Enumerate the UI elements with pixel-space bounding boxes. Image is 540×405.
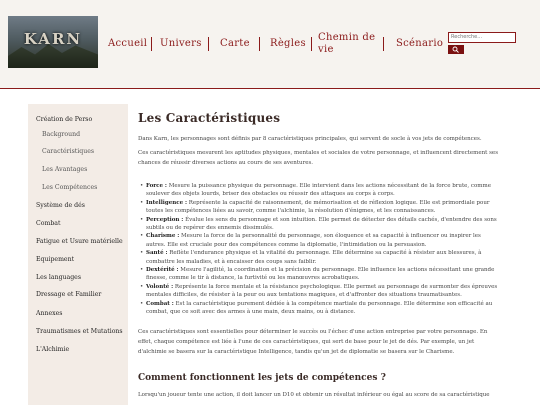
sidebar-item-les-languages[interactable]: Les languages — [36, 274, 81, 281]
intro-paragraph: Dans Karn, les personnages sont définis par 8 caractéristiques principales, qui servent de socle à vos jets de compétences. — [138, 136, 482, 142]
sidebar-item-traumatismes[interactable]: Traumatismes et Mutations — [36, 328, 123, 335]
stat-desc: Mesure l'agilité, la coordination et la précision du personnage. Elle influence les actions nécessitant une grande finesse, comme le tir à distance, la furtivité ou les manœuvres acrobatiques. — [146, 267, 495, 282]
sidebar-item-background[interactable]: Background — [42, 131, 81, 138]
nav-separator — [311, 37, 312, 51]
list-item — [140, 249, 502, 266]
stat-desc: Représente la capacité de raisonnement, de mémorisation et de réflexion logique. Elle est primordiale pour toutes les compétences liées au savoir, comme l'alchimie, la résolution d'énigmes, et les connaissances. — [146, 199, 490, 215]
sidebar-item-creation-de-perso[interactable]: Création de Perso — [36, 116, 93, 123]
stat-name: Intelligence : — [146, 199, 188, 206]
sidebar-item-caracteristiques[interactable]: Caractéristiques — [42, 148, 95, 155]
stat-name: Dextérité : — [146, 267, 179, 274]
nav-separator — [259, 37, 260, 51]
nav-item-univers[interactable]: Univers — [160, 38, 202, 49]
stats-list — [140, 182, 502, 317]
intro-paragraph: Ces caractéristiques mesurent les aptitudes physiques, mentales et sociales de votre personnage, et influencent directement ses chances de réussir diverses actions au cours de ses aventures. — [138, 150, 499, 166]
stat-desc: Représente la force mentale et la résistance psychologique. Elle permet au personnage de surmonter des épreuves mentales difficiles, de résister à la peur ou aux tentations magiques, et d'affronter des situations traumatisantes. — [146, 283, 498, 299]
logo-text: KARN — [23, 30, 83, 48]
list-item — [140, 182, 502, 199]
stat-name: Combat : — [146, 300, 174, 307]
list-item — [140, 216, 502, 233]
nav-separator — [151, 37, 152, 51]
sidebar-item-alchimie[interactable]: L'Alchimie — [36, 346, 70, 353]
search-button[interactable] — [448, 45, 464, 54]
page-title: Les Caractéristiques — [138, 111, 281, 125]
nav-separator — [383, 37, 384, 51]
list-item — [140, 283, 502, 300]
stat-desc: Évalue les sens du personnage et son intuition. Elle permet de détecter des détails cachés, d'entendre des sons subtils ou de repérer des ennemis dissimulés. — [146, 216, 497, 232]
stat-name: Perception : — [146, 216, 184, 223]
sidebar-item-combat[interactable]: Combat — [36, 220, 61, 227]
outro-paragraph: Ces caractéristiques sont essentielles pour déterminer le succès ou l'échec d'une action entreprise par votre personnage. En effet, chaque compétence est liée à l'une de ces caractéristiques, qui sert de base pour le jet de dés. Par exemple, un jet d'alchimie se basera sur la caractéristique Intelligence, tandis qu'un jet de diplomatie se basera sur le Charisme. — [138, 329, 488, 355]
section-subtitle: Comment fonctionnent les jets de compétences ? — [138, 373, 386, 383]
list-item — [140, 300, 502, 317]
stat-desc: Mesure la force de la personnalité du personnage, son éloquence et sa capacité à influencer ou inspirer les autres. Elle est cruciale pour des compétences comme la diplomatie, l'intimidation ou la persuasion. — [146, 233, 481, 248]
nav-separator — [208, 37, 209, 51]
section-paragraph: Lorsqu'un joueur tente une action, il doit lancer un D10 et obtenir un résultat inférieur ou égal au score de sa caractéristique — [138, 392, 490, 398]
nav-item-chemin-de-vie[interactable]: Chemin de vie — [318, 32, 376, 55]
sidebar-item-systeme-de-des[interactable]: Système de dés — [36, 202, 85, 209]
sidebar-item-les-avantages[interactable]: Les Avantages — [42, 166, 88, 173]
list-item — [140, 266, 502, 283]
sidebar-item-annexes[interactable]: Annexes — [36, 310, 63, 317]
sidebar — [28, 104, 128, 405]
list-item — [140, 199, 502, 216]
sidebar-item-dressage[interactable]: Dressage et Familier — [36, 291, 102, 298]
site-logo[interactable] — [8, 16, 98, 68]
sidebar-item-les-competences[interactable]: Les Compétences — [42, 184, 98, 191]
nav-item-regles[interactable]: Règles — [270, 38, 306, 49]
stat-desc: Mesure la puissance physique du personnage. Elle intervient dans les actions nécessitant de la force brute, comme soulever des objets lourds, briser des obstacles ou réussir des attaques au corps à corps. — [146, 183, 491, 198]
sidebar-item-fatigue[interactable]: Fatigue et Usure matérielle — [36, 238, 123, 245]
header-divider — [0, 88, 540, 89]
stat-name: Volonté : — [146, 283, 174, 290]
search-input[interactable] — [448, 32, 516, 43]
search-icon — [452, 46, 460, 53]
site-header — [0, 0, 540, 88]
stat-name: Force : — [146, 183, 167, 189]
stat-name: Charisme : — [146, 233, 180, 240]
stat-desc: Est la caractéristique purement dédiée à la compétence martiale du personnage. Elle détermine son efficacité au combat, que ce soit avec des armes à une main, deux mains, ou à distance. — [146, 300, 493, 316]
nav-item-scenario[interactable]: Scénario — [396, 38, 444, 49]
stat-name: Santé : — [146, 250, 168, 257]
nav-item-carte[interactable]: Carte — [220, 38, 250, 49]
stat-desc: Reflète l'endurance physique et la vitalité du personnage. Elle détermine sa capacité à résister aux blessures, à combattre les maladies, et à encaisser des coups sans faiblir. — [146, 250, 482, 265]
sidebar-item-equipement[interactable]: Equipement — [36, 256, 75, 263]
nav-item-accueil[interactable]: Accueil — [108, 38, 148, 49]
list-item — [140, 232, 502, 249]
